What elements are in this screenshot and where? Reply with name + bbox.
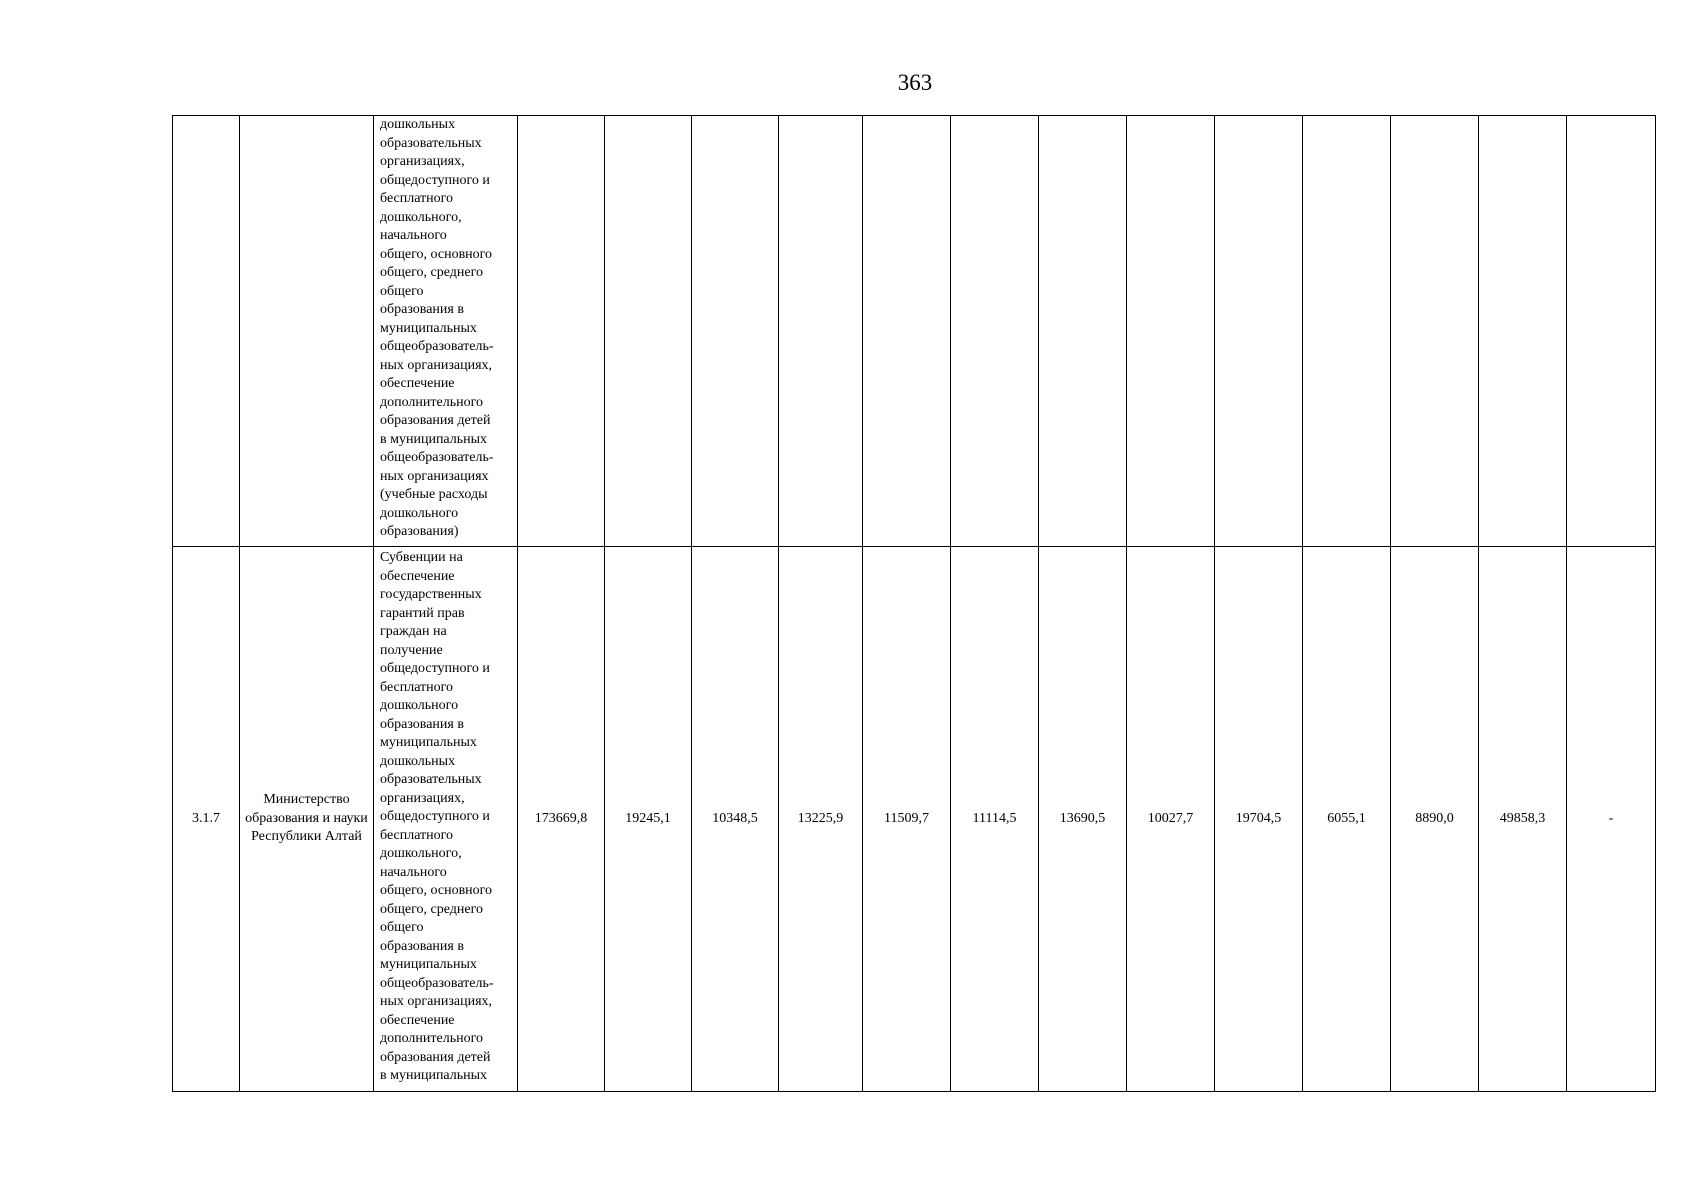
value-cell: 49858,3 xyxy=(1479,547,1567,1092)
value-cell xyxy=(1039,116,1127,547)
value-cell xyxy=(1567,116,1656,547)
row-number-cell xyxy=(173,116,240,547)
description-cell: Субвенции на обеспечение государственных гарантий прав граждан на получение общедоступного и бесплатного дошкольного образования в муниципальных дошкольных образовательных организациях, общедоступного и бесплатного дошкольного, начального общего, основного общего, среднего общего образования в муниципальных общеобразователь- ных организациях, обеспечение дополнительного образования детей в муниципальных xyxy=(374,547,518,1092)
value-cell: 10348,5 xyxy=(692,547,779,1092)
value-cell xyxy=(1479,116,1567,547)
organization-cell xyxy=(240,116,374,547)
value-cell: 11114,5 xyxy=(951,547,1039,1092)
value-cell xyxy=(863,116,951,547)
value-cell xyxy=(1391,116,1479,547)
value-cell: 10027,7 xyxy=(1127,547,1215,1092)
value-cell xyxy=(1127,116,1215,547)
value-cell xyxy=(779,116,863,547)
value-cell: 11509,7 xyxy=(863,547,951,1092)
value-cell xyxy=(605,116,692,547)
value-cell: 8890,0 xyxy=(1391,547,1479,1092)
budget-table xyxy=(172,115,1656,1092)
description-cell: дошкольных образовательных организациях, общедоступного и бесплатного дошкольного, начального общего, основного общего, среднего общего образования в муниципальных общеобразователь- ных организациях, обеспечение дополнительного образования детей в муниципальных общеобразователь- ных организациях (учебные расходы дошкольного образования) xyxy=(374,116,518,547)
row-number-cell: 3.1.7 xyxy=(173,547,240,1092)
value-cell: - xyxy=(1567,547,1656,1092)
value-cell: 173669,8 xyxy=(518,547,605,1092)
value-cell xyxy=(518,116,605,547)
organization-cell: Министерство образования и науки Республики Алтай xyxy=(240,547,374,1092)
value-cell xyxy=(1215,116,1303,547)
value-cell: 13225,9 xyxy=(779,547,863,1092)
value-cell xyxy=(1303,116,1391,547)
value-cell: 6055,1 xyxy=(1303,547,1391,1092)
value-cell: 13690,5 xyxy=(1039,547,1127,1092)
value-cell: 19704,5 xyxy=(1215,547,1303,1092)
value-cell: 19245,1 xyxy=(605,547,692,1092)
value-cell xyxy=(951,116,1039,547)
table-row xyxy=(173,116,1656,547)
page-number: 363 xyxy=(897,70,933,95)
table-row xyxy=(173,547,1656,1092)
value-cell xyxy=(692,116,779,547)
